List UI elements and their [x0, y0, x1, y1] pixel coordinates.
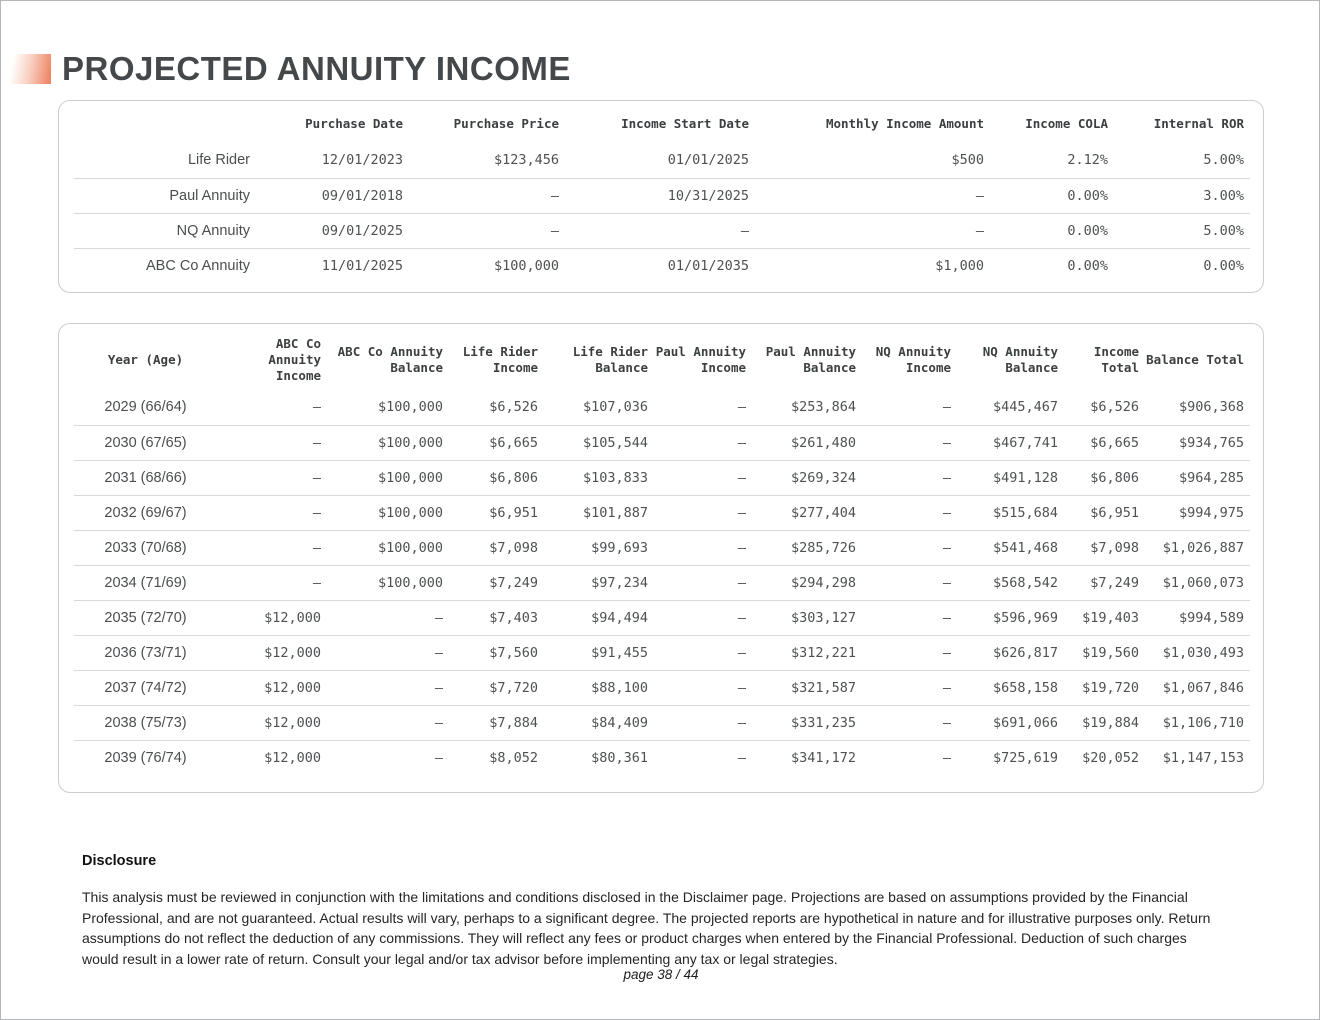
cell-value: $107,036: [544, 390, 654, 425]
cell-value: $285,726: [752, 530, 862, 565]
accent-gradient-swatch: [11, 54, 51, 84]
cell-value: $19,403: [1064, 600, 1145, 635]
disclosure-section: [82, 853, 1217, 969]
cell-value: $12,000: [217, 600, 327, 635]
cell-value: 0.00%: [1203, 257, 1244, 274]
row-label: 2039 (76/74): [104, 749, 187, 766]
cell-value: –: [217, 390, 327, 425]
cell-value: –: [862, 495, 957, 530]
cell-value: $91,455: [544, 635, 654, 670]
cell-value: $105,544: [544, 425, 654, 460]
table-row: [74, 495, 1250, 530]
cell-value: $12,000: [217, 705, 327, 740]
cell-value: $88,100: [544, 670, 654, 705]
cell-value: 09/01/2025: [264, 213, 409, 248]
cell-value: –: [654, 390, 752, 425]
cell-value: $626,817: [957, 635, 1064, 670]
table-row: [74, 460, 1250, 495]
row-label: 2029 (66/64): [74, 390, 217, 425]
cell-value: –: [327, 600, 449, 635]
cell-value: –: [755, 213, 990, 248]
cell-value: $500: [755, 143, 990, 178]
cell-value: $1,067,846: [1145, 670, 1250, 705]
cell-value: –: [755, 178, 990, 213]
cell-value: $7,098: [449, 530, 544, 565]
cell-value: –: [654, 425, 752, 460]
cell-value: $467,741: [957, 425, 1064, 460]
row-label: Life Rider: [74, 143, 264, 178]
cell-value: $1,147,153: [1162, 749, 1244, 766]
annuity-summary-table: [74, 113, 1250, 283]
column-header: Monthly Income Amount: [825, 116, 984, 131]
cell-value: $100,000: [327, 390, 449, 425]
row-label: 2038 (75/73): [74, 705, 217, 740]
cell-value: $277,404: [752, 495, 862, 530]
cell-value: 2.12%: [990, 143, 1114, 178]
cell-value: –: [862, 390, 957, 425]
cell-value: 3.00%: [1114, 178, 1250, 213]
cell-value: $101,887: [544, 495, 654, 530]
cell-value: $20,052: [1082, 749, 1139, 766]
cell-value: $100,000: [327, 460, 449, 495]
cell-value: $934,765: [1145, 425, 1250, 460]
cell-value: $7,560: [449, 635, 544, 670]
cell-value: $269,324: [752, 460, 862, 495]
cell-value: $100,000: [493, 257, 559, 274]
cell-value: $445,467: [957, 390, 1064, 425]
row-label: 2037 (74/72): [74, 670, 217, 705]
table-row: [74, 530, 1250, 565]
column-header: NQ Annuity Income: [875, 344, 951, 375]
row-label: 2036 (73/71): [74, 635, 217, 670]
cell-value: 5.00%: [1114, 143, 1250, 178]
cell-value: $7,403: [449, 600, 544, 635]
annuity-projection-table: [74, 336, 1250, 775]
row-label: 2035 (72/70): [74, 600, 217, 635]
row-label: 2033 (70/68): [74, 530, 217, 565]
column-header: Purchase Price: [453, 116, 559, 131]
annuity-projection-card: [58, 323, 1264, 793]
cell-value: $725,619: [992, 749, 1058, 766]
column-header: NQ Annuity Balance: [982, 344, 1058, 375]
cell-value: –: [654, 600, 752, 635]
cell-value: $294,298: [752, 565, 862, 600]
cell-value: $994,975: [1145, 495, 1250, 530]
cell-value: $491,128: [957, 460, 1064, 495]
cell-value: –: [654, 565, 752, 600]
cell-value: $312,221: [752, 635, 862, 670]
table-row: [74, 635, 1250, 670]
cell-value: $906,368: [1145, 390, 1250, 425]
cell-value: $100,000: [327, 565, 449, 600]
cell-value: $658,158: [957, 670, 1064, 705]
column-header: [74, 113, 264, 143]
table-row: [74, 178, 1250, 213]
row-label: 2034 (71/69): [74, 565, 217, 600]
column-header: Paul Annuity Income: [655, 344, 746, 375]
cell-value: –: [327, 670, 449, 705]
table-row: [74, 600, 1250, 635]
cell-value: $8,052: [489, 749, 538, 766]
cell-value: –: [409, 213, 565, 248]
cell-value: –: [654, 460, 752, 495]
cell-value: $100,000: [327, 530, 449, 565]
cell-value: –: [862, 635, 957, 670]
cell-value: $6,806: [1064, 460, 1145, 495]
disclosure-heading: Disclosure: [82, 853, 157, 869]
cell-value: –: [862, 565, 957, 600]
row-label: 2032 (69/67): [74, 495, 217, 530]
table-row: [74, 213, 1250, 248]
cell-value: –: [654, 635, 752, 670]
cell-value: $100,000: [327, 495, 449, 530]
table-row: [74, 143, 1250, 178]
table-row: [74, 670, 1250, 705]
cell-value: $568,542: [957, 565, 1064, 600]
cell-value: $19,884: [1064, 705, 1145, 740]
column-header: Life Rider Balance: [572, 344, 648, 375]
cell-value: $253,864: [752, 390, 862, 425]
cell-value: $6,526: [1064, 390, 1145, 425]
cell-value: –: [737, 749, 746, 766]
page-number: page 38 / 44: [623, 967, 699, 982]
cell-value: 01/01/2035: [667, 257, 749, 274]
column-header: Income COLA: [1025, 116, 1108, 131]
cell-value: $303,127: [752, 600, 862, 635]
cell-value: 0.00%: [990, 213, 1114, 248]
cell-value: –: [217, 495, 327, 530]
row-label: ABC Co Annuity: [146, 257, 250, 274]
cell-value: $84,409: [544, 705, 654, 740]
disclosure-body: This analysis must be reviewed in conjunction with the limitations and conditions disclosed in the Disclaimer page. Projections are based on assumptions provided by the Financial Professional, and are not guaranteed. Actual results will vary, perhaps to a significant degree. The projected reports are hypothetical in nature and for illustrative purposes only. Return assumptions do not reflect the deduction of any commissions. They will reflect any fees or product charges when entered by the Financial Professional. Deduction of such charges would result in a lower rate of return. Consult your legal and/or tax advisor before implementing any tax or legal strategies.: [82, 889, 1211, 967]
table-row: [74, 248, 1250, 283]
column-header: Purchase Date: [305, 116, 403, 131]
cell-value: $7,249: [1064, 565, 1145, 600]
cell-value: $6,951: [449, 495, 544, 530]
table-row: [74, 740, 1250, 775]
cell-value: 12/01/2023: [264, 143, 409, 178]
row-label: 2031 (68/66): [74, 460, 217, 495]
cell-value: –: [942, 749, 951, 766]
cell-value: 11/01/2025: [321, 257, 403, 274]
cell-value: $341,172: [790, 749, 856, 766]
cell-value: –: [409, 178, 565, 213]
cell-value: $19,720: [1064, 670, 1145, 705]
cell-value: –: [862, 460, 957, 495]
cell-value: $94,494: [544, 600, 654, 635]
cell-value: $7,098: [1064, 530, 1145, 565]
column-header: Paul Annuity Balance: [765, 344, 856, 375]
page-header: [11, 50, 571, 88]
cell-value: –: [217, 530, 327, 565]
cell-value: $964,285: [1145, 460, 1250, 495]
cell-value: –: [862, 705, 957, 740]
cell-value: $331,235: [752, 705, 862, 740]
cell-value: $7,249: [449, 565, 544, 600]
annuity-summary-card: [58, 100, 1264, 293]
cell-value: $97,234: [544, 565, 654, 600]
cell-value: $7,720: [449, 670, 544, 705]
cell-value: –: [654, 670, 752, 705]
column-header: Life Rider Income: [462, 344, 538, 375]
column-header: Income Start Date: [621, 116, 749, 131]
column-header: Internal ROR: [1153, 116, 1244, 131]
table-row: [74, 390, 1250, 425]
page-title: PROJECTED ANNUITY INCOME: [62, 50, 571, 87]
cell-value: $1,106,710: [1145, 705, 1250, 740]
cell-value: $12,000: [264, 749, 321, 766]
cell-value: –: [327, 635, 449, 670]
cell-value: $7,884: [449, 705, 544, 740]
cell-value: $6,951: [1064, 495, 1145, 530]
table-row: [74, 425, 1250, 460]
cell-value: $596,969: [957, 600, 1064, 635]
cell-value: $1,026,887: [1145, 530, 1250, 565]
cell-value: $100,000: [327, 425, 449, 460]
cell-value: 01/01/2025: [565, 143, 755, 178]
cell-value: $321,587: [752, 670, 862, 705]
table-row: [74, 565, 1250, 600]
cell-value: $691,066: [957, 705, 1064, 740]
row-label: 2030 (67/65): [74, 425, 217, 460]
row-label: NQ Annuity: [74, 213, 264, 248]
cell-value: $6,806: [449, 460, 544, 495]
cell-value: $1,030,493: [1145, 635, 1250, 670]
cell-value: $12,000: [217, 635, 327, 670]
cell-value: –: [327, 705, 449, 740]
cell-value: 0.00%: [1067, 257, 1108, 274]
cell-value: $123,456: [409, 143, 565, 178]
cell-value: $19,560: [1064, 635, 1145, 670]
table-row: [74, 705, 1250, 740]
cell-value: $6,665: [1064, 425, 1145, 460]
cell-value: $1,060,073: [1145, 565, 1250, 600]
cell-value: 5.00%: [1114, 213, 1250, 248]
cell-value: –: [862, 530, 957, 565]
cell-value: –: [217, 565, 327, 600]
column-header: Income Total: [1093, 344, 1139, 375]
cell-value: $103,833: [544, 460, 654, 495]
column-header: ABC Co Annuity Income: [268, 336, 321, 383]
cell-value: –: [434, 749, 443, 766]
cell-value: –: [565, 213, 755, 248]
cell-value: $6,526: [449, 390, 544, 425]
cell-value: –: [654, 495, 752, 530]
cell-value: 10/31/2025: [565, 178, 755, 213]
row-label: Paul Annuity: [74, 178, 264, 213]
cell-value: $6,665: [449, 425, 544, 460]
cell-value: $515,684: [957, 495, 1064, 530]
cell-value: –: [217, 460, 327, 495]
column-header: ABC Co Annuity Balance: [337, 344, 443, 375]
cell-value: $99,693: [544, 530, 654, 565]
cell-value: $994,589: [1145, 600, 1250, 635]
column-header: Year (Age): [107, 352, 184, 367]
column-header: Balance Total: [1146, 352, 1244, 367]
cell-value: –: [862, 425, 957, 460]
cell-value: 0.00%: [990, 178, 1114, 213]
cell-value: –: [217, 425, 327, 460]
cell-value: –: [862, 600, 957, 635]
cell-value: $541,468: [957, 530, 1064, 565]
cell-value: $1,000: [935, 257, 984, 274]
cell-value: –: [654, 530, 752, 565]
cell-value: –: [654, 705, 752, 740]
cell-value: $261,480: [752, 425, 862, 460]
cell-value: $80,361: [591, 749, 648, 766]
cell-value: –: [862, 670, 957, 705]
cell-value: $12,000: [217, 670, 327, 705]
cell-value: 09/01/2018: [264, 178, 409, 213]
